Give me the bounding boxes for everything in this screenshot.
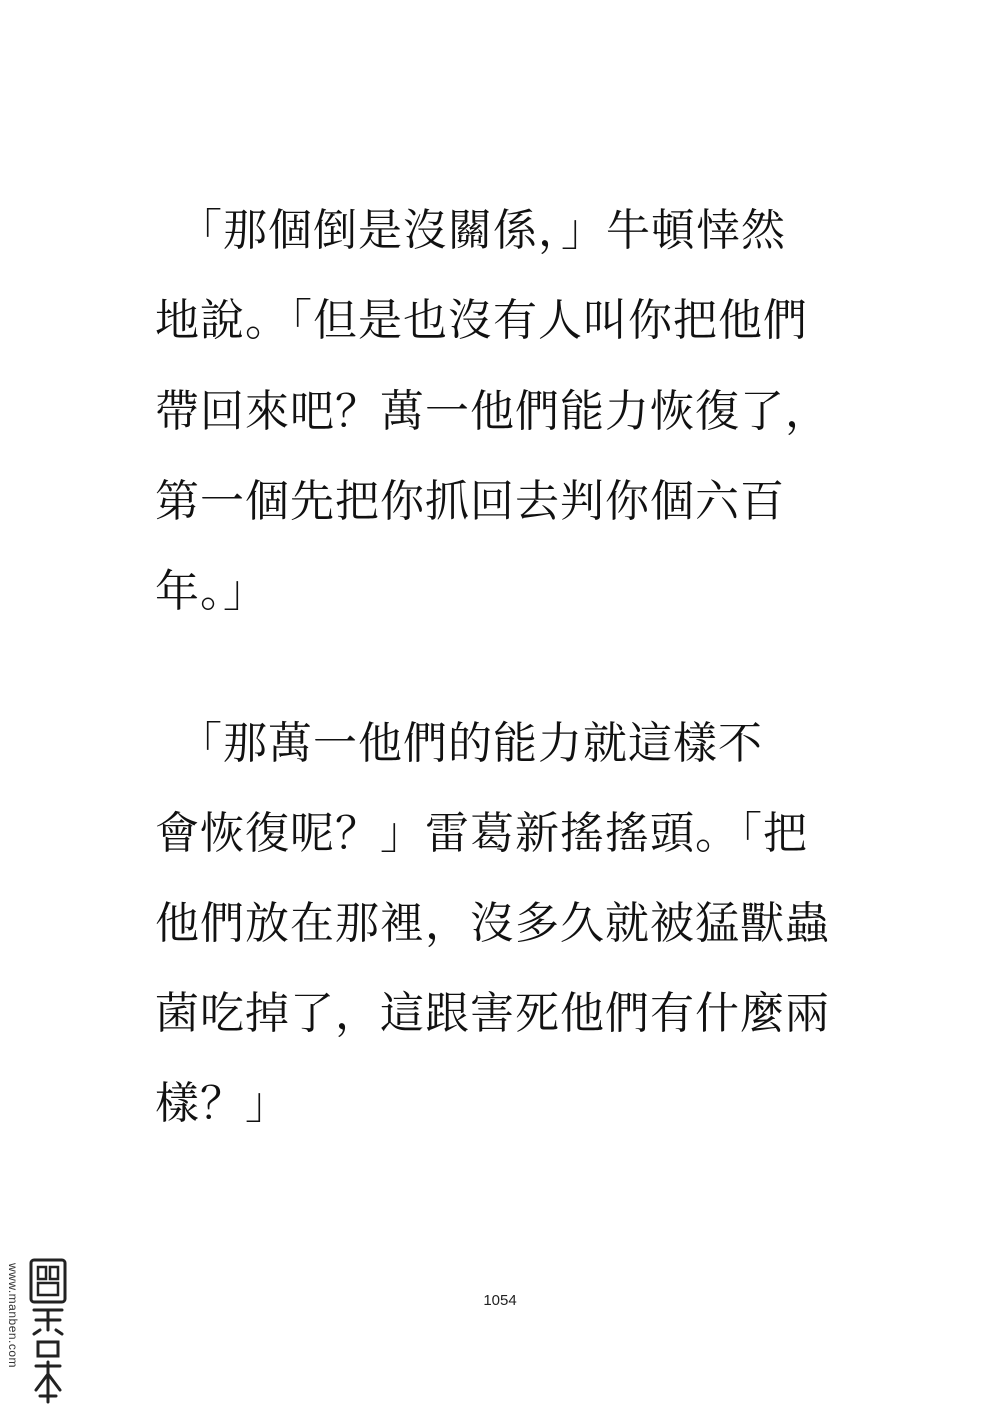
text-line: 會恢復呢？」雷葛新搖搖頭。「把: [155, 808, 808, 859]
page-number: 1054: [483, 1292, 517, 1309]
watermark-url: www.manben.com: [6, 1263, 20, 1369]
text-line: 他們放在那裡，沒多久就被猛獸蟲: [155, 898, 830, 949]
text-line: 第一個先把你抓回去判你個六百: [155, 476, 785, 527]
manben-logo-icon: [28, 1258, 68, 1406]
watermark: [6, 1255, 68, 1405]
text-line: 「那個倒是沒關係，」牛頓悻然: [155, 205, 786, 256]
text-line: 「那萬一他們的能力就這樣不: [155, 718, 763, 769]
text-line: 年。」: [155, 566, 268, 617]
text-line: 地說。「但是也沒有人叫你把他們: [155, 295, 808, 346]
text-line: 菌吃掉了，這跟害死他們有什麼兩: [155, 988, 830, 1039]
text-line: 帶回來吧？萬一他們能力恢復了，: [155, 386, 830, 437]
text-line: 樣？」: [155, 1078, 290, 1129]
